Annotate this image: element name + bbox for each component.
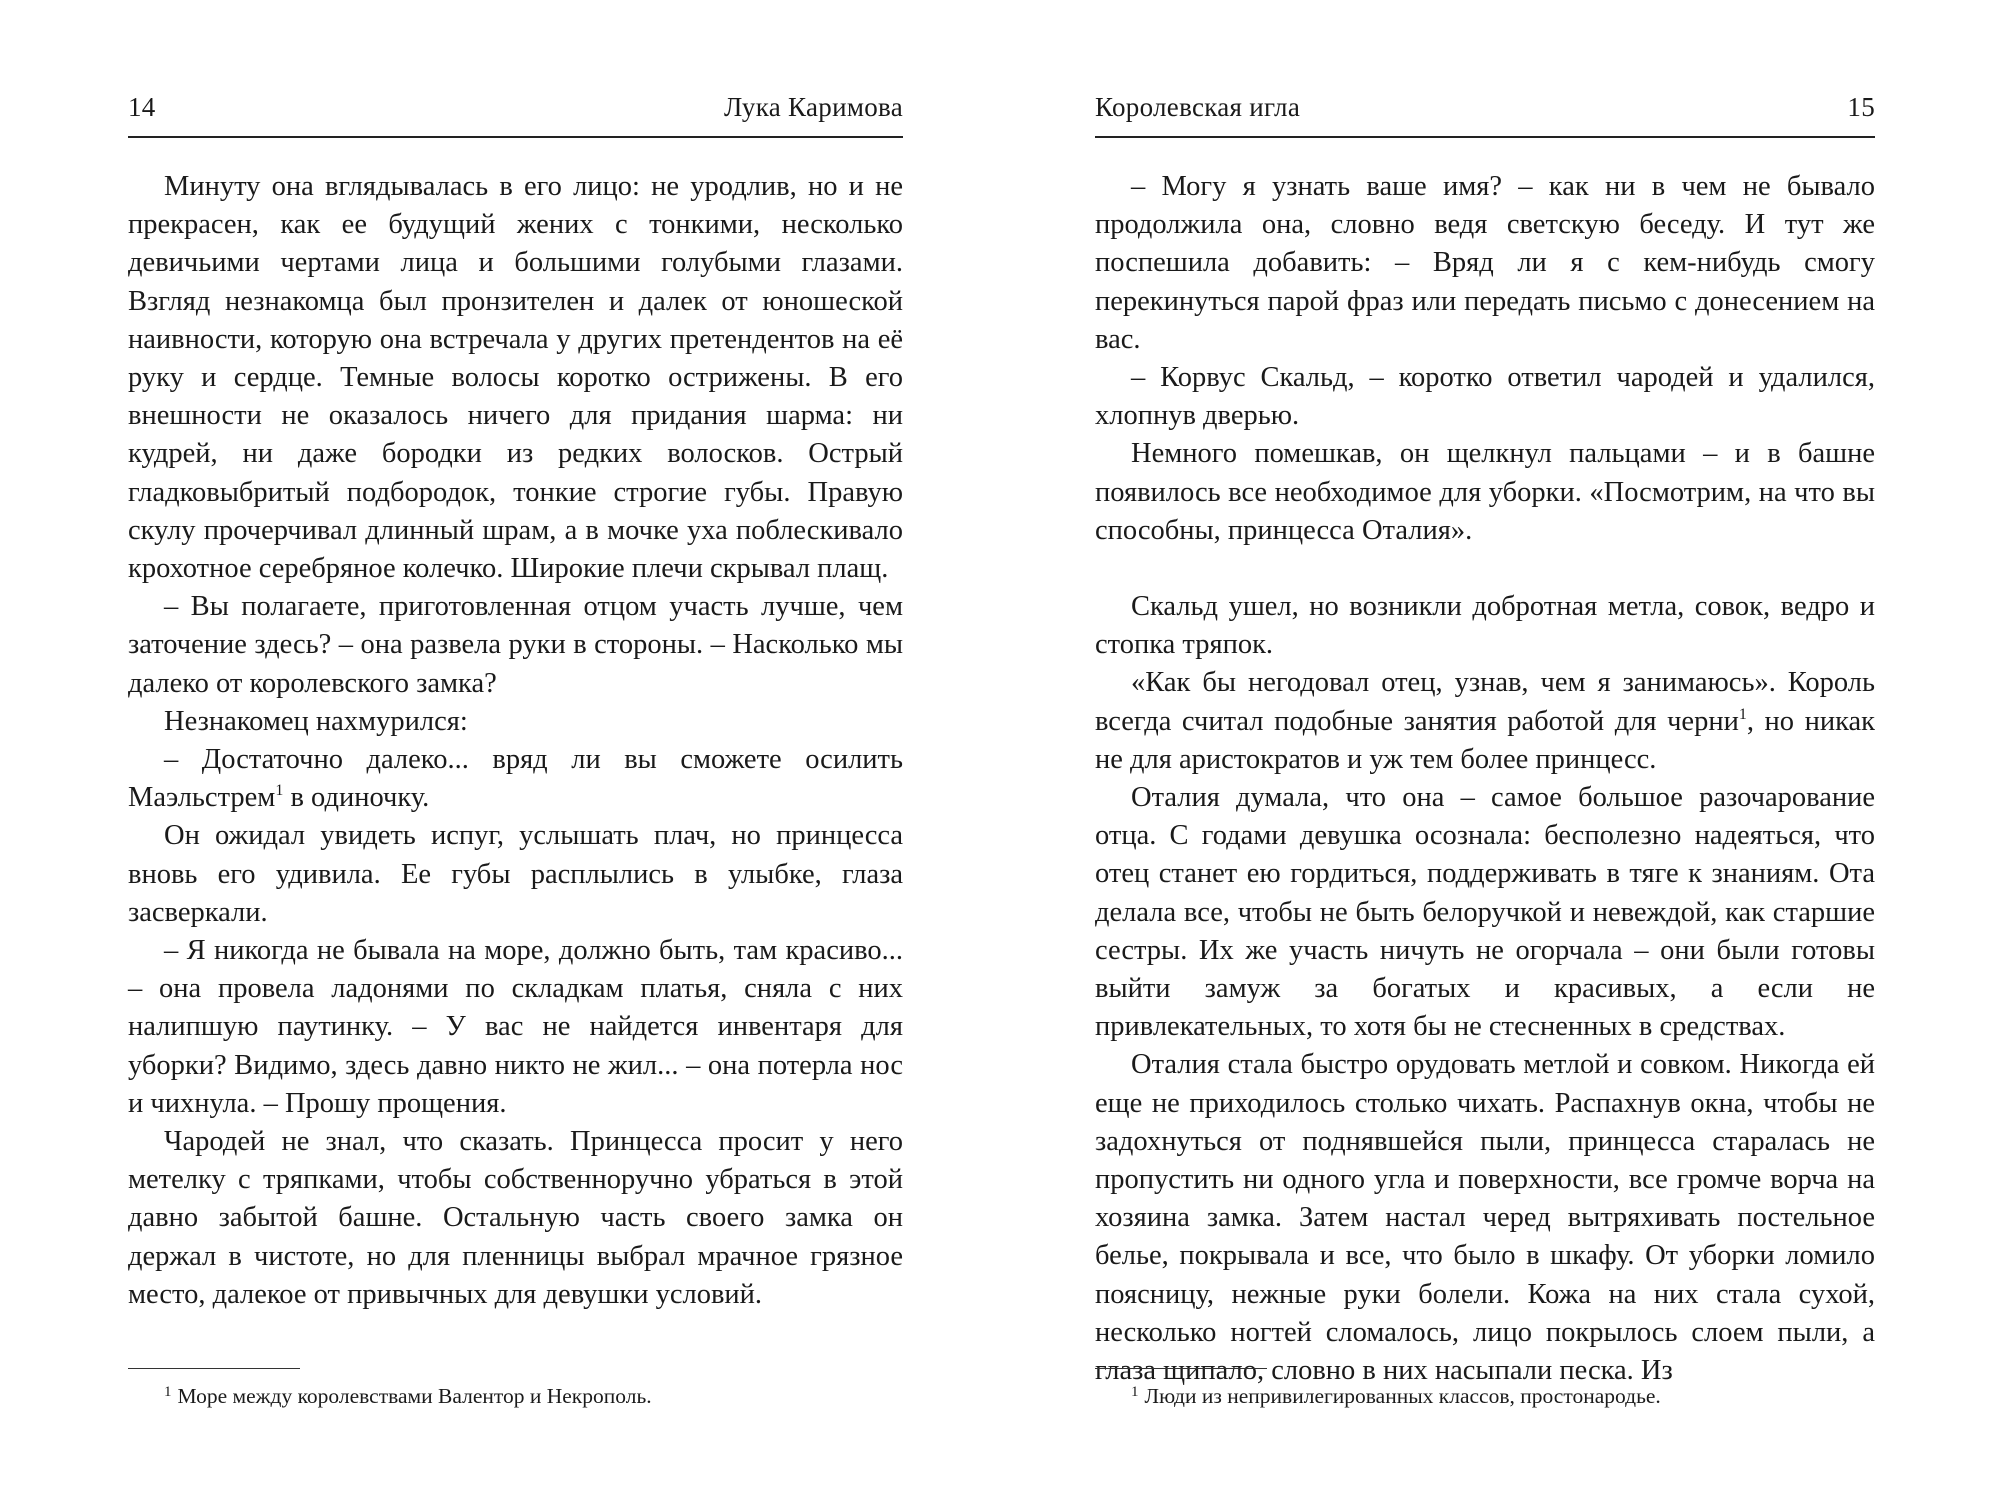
- paragraph: – Могу я узнать ваше имя? – как ни в чем не бывало продолжила она, словно ведя светскую беседу. И тут же поспешила добавить: – Вряд ли я с кем-нибудь смогу перекинуться парой фраз или передать письмо с донесением на вас.: [1095, 171, 1875, 355]
- footnote: [1095, 1382, 1875, 1410]
- footnote: [128, 1382, 903, 1410]
- paragraph: [1095, 664, 1875, 779]
- left-page: [128, 0, 903, 1512]
- header-rule: [128, 136, 903, 138]
- footnote-rule: [128, 1368, 300, 1369]
- paragraph: – Корвус Скальд, – коротко ответил чародей и удалился, хлопнув дверью.: [1095, 362, 1875, 432]
- paragraph: Оталия стала быстро орудовать метлой и совком. Никогда ей еще не приходилось столько чихать. Распахнув окна, чтобы не задохнуться от поднявшейся пыли, принцесса старалась не пропустить ни одного угла и поверхности, все громче ворча на хозяина замка. Затем настал черед вытряхивать постельное белье, покрывала и все, что было в шкафу. От уборки ломило поясницу, нежные руки болели. Кожа на них стала сухой, несколько ногтей сломалось, лицо покрылось слоем пыли, а глаза щипало, словно в них насыпали песка. Из: [1095, 1049, 1875, 1387]
- footnote-number: 1: [1131, 1384, 1139, 1400]
- right-page: [1095, 0, 1875, 1512]
- paragraph: Скальд ушел, но возникли добротная метла, совок, ведро и стопка тряпок.: [1095, 591, 1875, 661]
- paragraph: Немного помешкав, он щелкнул пальцами – и в башне появилось все необходимое для уборки. «Посмотрим, на что вы способны, принцесса Оталия».: [1095, 438, 1875, 546]
- footnote-rule: [1095, 1368, 1267, 1369]
- footnote-number: 1: [164, 1384, 172, 1400]
- left-body-text: [128, 168, 903, 1314]
- footnote-marker: 1: [1738, 705, 1747, 723]
- paragraph: – Я никогда не бывала на море, должно быть, там красиво... – она провела ладонями по складкам платья, сняла с них налипшую паутинку. – У вас не найдется инвентаря для уборки? Видимо, здесь давно никто не жил... – она потерла нос и чихнула. – Прошу прощения.: [128, 935, 903, 1119]
- right-body-text: [1095, 168, 1875, 1390]
- page-number: 15: [1847, 92, 1875, 122]
- paragraph-text: – Достаточно далеко... вряд ли вы сможете осилить Маэльстрем: [128, 744, 903, 814]
- paragraph: Минуту она вглядывалась в его лицо: не уродлив, но и не прекрасен, как ее будущий жених с тонкими, несколько девичьими чертами лица и большими голубыми глазами. Взгляд незнакомца был пронзителен и далек от юношеской наивности, которую она встречала у других претендентов на её руку и сердце. Темные волосы коротко острижены. В его внешности не оказалось ничего для придания шарма: ни кудрей, ни даже бородки из редких волосков. Острый гладковыбритый подбородок, тонкие строгие губы. Правую скулу прочерчивал длинный шрам, а в мочке уха поблескивало крохотное серебряное колечко. Широкие плечи скрывал плащ.: [128, 171, 903, 585]
- paragraph: – Вы полагаете, приготовленная отцом участь лучше, чем заточение здесь? – она развела руки в стороны. – Насколько мы далеко от королевского замка?: [128, 591, 903, 699]
- footnote-text: Люди из непривилегированных классов, простонародье.: [1144, 1384, 1661, 1408]
- right-running-head: [1095, 92, 1875, 136]
- paragraph: Незнакомец нахмурился:: [164, 705, 468, 737]
- left-running-head: [128, 92, 903, 136]
- paragraph-text: в одиночку.: [283, 782, 430, 814]
- paragraph-text: «Как бы негодовал отец, узнав, чем я занимаюсь». Король всегда считал подобные занятия работой для черни: [1095, 667, 1875, 737]
- paragraph: [128, 741, 903, 817]
- header-rule: [1095, 136, 1875, 138]
- paragraph-text: , но никак не для аристократов и уж тем более принцесс.: [1095, 705, 1875, 775]
- page-number: 14: [128, 92, 156, 122]
- footnote-marker: 1: [275, 782, 284, 800]
- footnote-text: Море между королевствами Валентор и Некрополь.: [177, 1384, 652, 1408]
- author-name: Лука Каримова: [723, 92, 903, 122]
- paragraph: Оталия думала, что она – самое большое разочарование отца. С годами девушка осознала: бесполезно надеяться, что отец станет ею гордиться, поддерживать в тяге к знаниям. Ота делала все, чтобы не быть белоручкой и невеждой, как старшие сестры. Их же участь ничуть не огорчала – они были готовы выйти замуж за богатых и красивых, а если не привлекательных, то хотя бы не стесненных в средствах.: [1095, 782, 1875, 1043]
- book-title: Королевская игла: [1095, 92, 1301, 122]
- paragraph: Он ожидал увидеть испуг, услышать плач, но принцесса вновь его удивила. Ее губы расплылись в улыбке, глаза засверкали.: [128, 820, 903, 928]
- paragraph: Чародей не знал, что сказать. Принцесса просит у него метелку с тряпками, чтобы собственноручно убраться в этой давно забытой башне. Остальную часть своего замка он держал в чистоте, но для пленницы выбрал мрачное грязное место, далекое от привычных для девушки условий.: [128, 1126, 903, 1310]
